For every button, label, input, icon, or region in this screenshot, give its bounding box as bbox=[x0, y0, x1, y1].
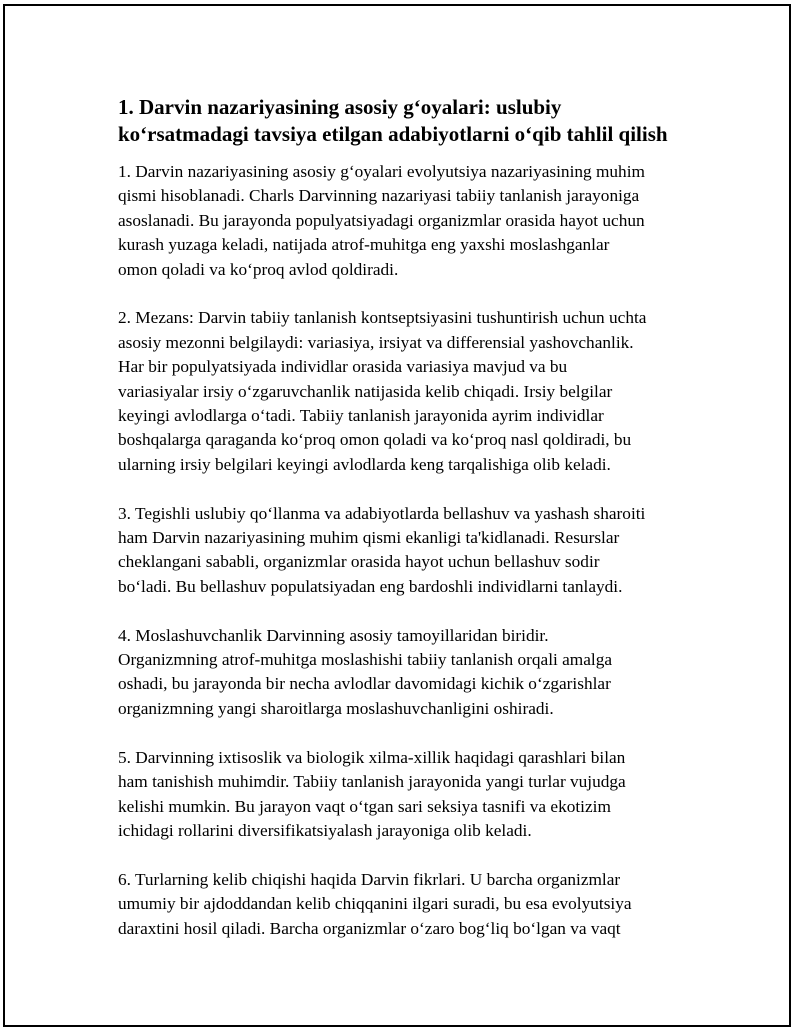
paragraph-5: 5. Darvinning ixtisoslik va biologik xilma-xillik haqidagi qarashlari bilan ham tanishish muhimdir. Tabiiy tanlanish jarayonida yangi turlar vujudga kelishi mumkin. Bu jarayon vaqt o‘tgan sari seksiya tasnifi va ekotizim ichidagi rollarini diversifikatsiyalash jarayoniga olib keladi. bbox=[118, 747, 626, 840]
paragraph-3: 3. Tegishli uslubiy qo‘llanma va adabiyotlarda bellashuv va yashash sharoiti ham Darvin nazariyasining muhim qismi ekanligi ta'kidlanadi. Resurslar cheklangani sababli, organizmlar orasida hayot uchun bellashuv sodir bo‘ladi. Bu bellashuv populatsiyadan eng bardoshli individlarni tanlaydi. bbox=[118, 503, 646, 596]
paragraph-1: 1. Darvin nazariyasining asosiy g‘oyalari evolyutsiya nazariyasining muhim qismi hisoblanadi. Charls Darvinning nazariyasi tabiiy tanlanish jarayoniga asoslanadi. Bu jarayonda populyatsiyadagi organizmlar orasida hayot uchun kurash yuzaga keladi, natijada atrof-muhitga eng yaxshi moslashganlar omon qoladi va ko‘proq avlod qoldiradi. bbox=[118, 162, 645, 279]
document-body bbox=[118, 94, 690, 941]
paragraph-2: 2. Mezans: Darvin tabiiy tanlanish kontseptsiyasini tushuntirish uchun uchta asosiy mezonni belgilaydi: variasiya, irsiyat va differensial yashovchanlik. Har bir populyatsiyada individlar orasida variasiya mavjud va bu variasiyalar irsiy o‘zgaruvchanlik natijasida kelib chiqadi. Irsiy belgilar keyingi avlodlarga o‘tadi. Tabiiy tanlanish jarayonida ayrim individlar boshqalarga qaraganda ko‘proq omon qoladi va ko‘proq nasl qoldiradi, bu ularning irsiy belgilari keyingi avlodlarda keng tarqalishiga olib keladi. bbox=[118, 308, 647, 474]
document-title bbox=[118, 94, 690, 148]
title-line-1: 1. Darvin nazariyasining asosiy g‘oyalari: uslubiy bbox=[118, 95, 562, 119]
paragraph-6: 6. Turlarning kelib chiqishi haqida Darvin fikrlari. U barcha organizmlar umumiy bir ajdoddandan kelib chiqqanini ilgari suradi, bu esa evolyutsiya daraxtini hosil qiladi. Barcha organizmlar o‘zaro bog‘liq bo‘lgan va vaqt bbox=[118, 869, 632, 938]
title-line-2: ko‘rsatmadagi tavsiya etilgan adabiyotlarni o‘qib tahlil qilish bbox=[118, 122, 668, 146]
paragraph-4: 4. Moslashuvchanlik Darvinning asosiy tamoyillaridan biridir. Organizmning atrof-muhitga moslashishi tabiiy tanlanish orqali amalga oshadi, bu jarayonda bir necha avlodlar davomidagi kichik o‘zgarishlar organizmning yangi sharoitlarga moslashuvchanligini oshiradi. bbox=[118, 625, 613, 718]
